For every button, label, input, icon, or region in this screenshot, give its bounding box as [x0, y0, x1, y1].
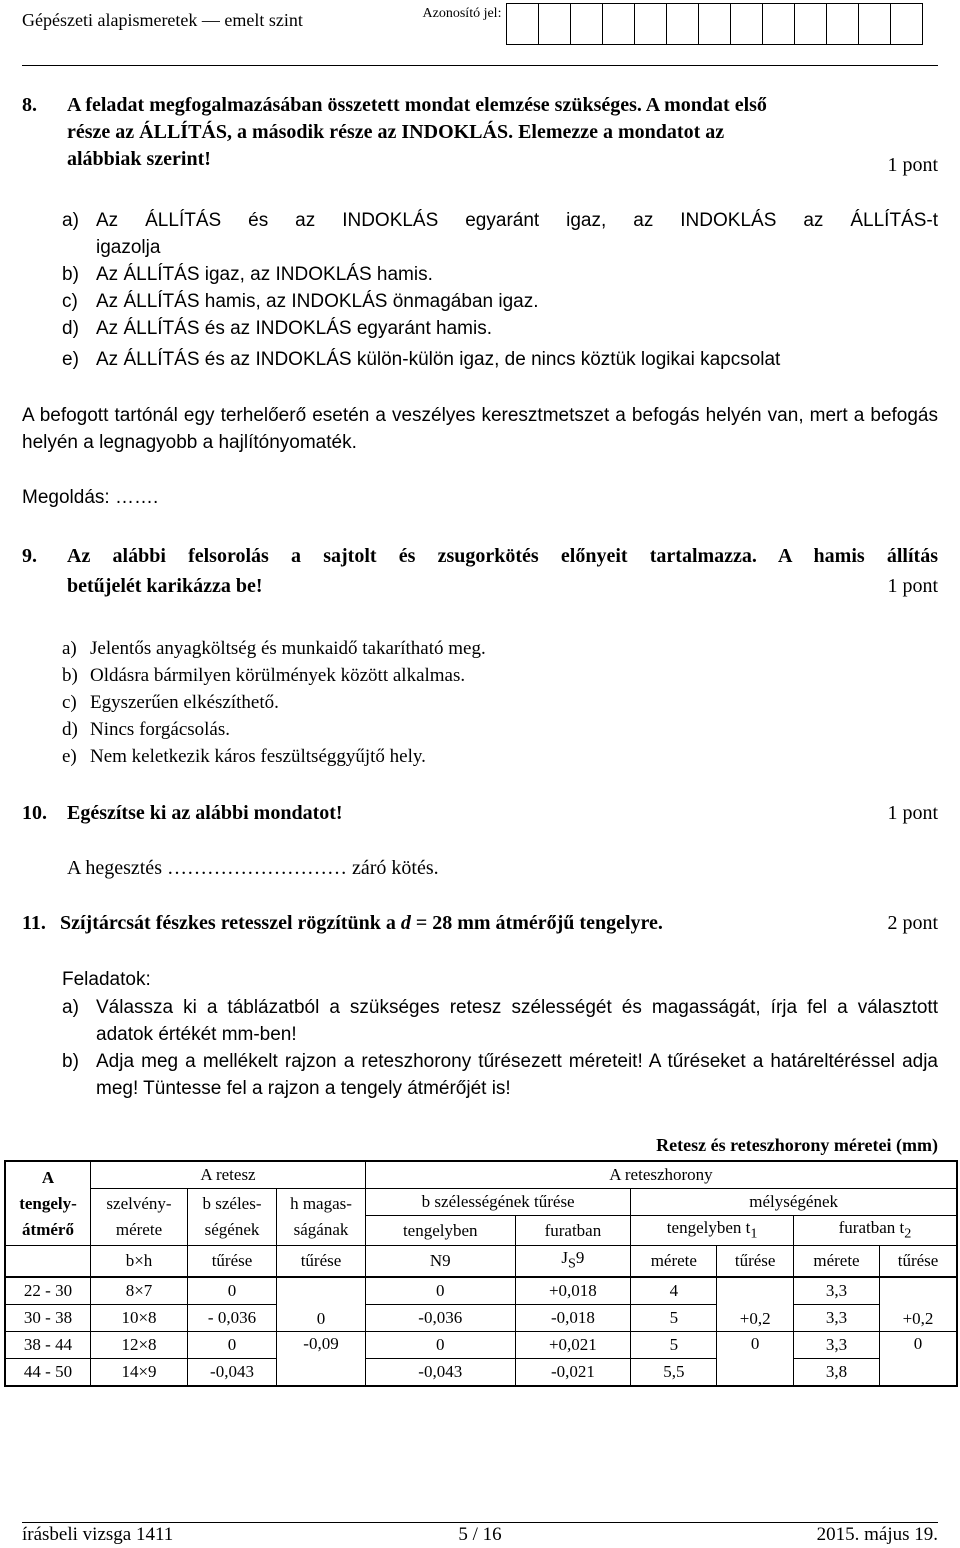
id-box[interactable] [570, 3, 603, 45]
col-size-header-line2: mérete [115, 1220, 163, 1240]
cell-diameter: 38 - 44 [5, 1331, 91, 1358]
q8-title [22, 92, 938, 119]
q11-text-var: d [400, 912, 411, 934]
cell-N9: 0 [366, 1331, 516, 1358]
table-row [5, 1304, 957, 1331]
cell-btol: -0,043 [188, 1358, 277, 1386]
cell-htol-b: -0,09 [277, 1331, 366, 1386]
cell-t2: 3,8 [793, 1358, 879, 1386]
col-width-header [188, 1189, 277, 1246]
group-key-header: A retesz [91, 1161, 366, 1189]
q9-option-c: Egyszerűen elkészíthető. [90, 692, 279, 713]
q8-statement: A befogott tartónál egy terhelőerő esetén a veszélyes keresztmetszet a befogás helyén van, mert a befogás helyén a legnagyobb a hajlítónyomaték. [22, 405, 938, 453]
col-size-header-line1: szelvény- [106, 1194, 172, 1214]
id-box[interactable] [730, 3, 763, 45]
id-label: Azonosító jel: [422, 6, 502, 21]
col-shaft-header: tengelyben [366, 1216, 516, 1246]
col-hub-header: furatban [515, 1216, 631, 1246]
q10-points: 1 pont [887, 802, 938, 824]
table-row [5, 1331, 957, 1358]
col-height-header-line1: h magas- [290, 1194, 352, 1214]
col-t1-tol-header: tűrése [717, 1246, 794, 1277]
group-groove-header: A reteszhorony [366, 1161, 958, 1189]
col-diameter-blank [5, 1246, 91, 1277]
col-diameter-header-line2: tengely- [19, 1193, 77, 1213]
id-box[interactable] [826, 3, 859, 45]
cell-t2: 3,3 [793, 1277, 879, 1305]
q8-option-b: Az ÁLLÍTÁS igaz, az INDOKLÁS hamis. [96, 264, 433, 285]
retesz-table [4, 1160, 958, 1387]
footer-exam: írásbeli vizsga 1411 [22, 1524, 174, 1545]
q9-text1: Az alábbi felsorolás a sajtolt és zsugorkötés előnyeit tartalmazza. A hamis állítás [67, 545, 938, 567]
q8-option-b-letter: b) [62, 264, 79, 285]
q11-tasks-label: Feladatok: [62, 969, 151, 990]
cell-N9: -0,043 [366, 1358, 516, 1386]
q9-number: 9. [22, 545, 37, 567]
cell-t1tol-a: +0,2 [717, 1277, 794, 1332]
id-box[interactable] [794, 3, 827, 45]
id-box[interactable] [506, 3, 539, 45]
q11-text [60, 910, 663, 937]
col-hub-t2-header [793, 1216, 957, 1246]
id-box[interactable] [858, 3, 891, 45]
q8-number: 8. [22, 94, 37, 116]
col-width-header-line1: b széles- [202, 1194, 262, 1214]
header-title: Gépészeti alapismeretek — emelt szint [22, 10, 303, 30]
cell-Js9: -0,018 [515, 1304, 631, 1331]
table-header-row-1 [5, 1161, 957, 1189]
q8-text1: A feladat megfogalmazásában összetett mondat elemzése szükséges. A mondat első [67, 94, 767, 116]
cell-bh: 8×7 [91, 1277, 188, 1305]
footer-divider [22, 1522, 938, 1523]
cell-btol: - 0,036 [188, 1304, 277, 1331]
cell-t2: 3,3 [793, 1304, 879, 1331]
cell-Js9: +0,021 [515, 1331, 631, 1358]
cell-diameter: 44 - 50 [5, 1358, 91, 1386]
q8-solution: Megoldás: ……. [22, 487, 159, 508]
col-bwidth-tol-header: b szélességének tűrése [366, 1189, 631, 1216]
cell-N9: -0,036 [366, 1304, 516, 1331]
col-Js9-sub: S [568, 1255, 576, 1272]
cell-N9: 0 [366, 1277, 516, 1305]
col-shaft-t1-header [631, 1216, 794, 1246]
cell-t2tol-a: +0,2 [880, 1277, 957, 1332]
id-boxes [507, 3, 923, 45]
cell-htol-a: 0 [277, 1277, 366, 1332]
cell-bh: 14×9 [91, 1358, 188, 1386]
q11-text-before: Szíjtárcsát fészkes retesszel rögzítünk a [60, 912, 401, 934]
cell-t1tol-b: 0 [717, 1331, 794, 1386]
header-divider [22, 65, 938, 66]
id-box[interactable] [602, 3, 635, 45]
q8-option-e: Az ÁLLÍTÁS és az INDOKLÁS külön-külön igaz, de nincs köztük logikai kapcsolat [96, 349, 781, 370]
id-box[interactable] [698, 3, 731, 45]
q10-text: Egészítse ki az alábbi mondatot! [67, 802, 343, 824]
cell-btol: 0 [188, 1277, 277, 1305]
footer-date: 2015. május 19. [816, 1524, 938, 1545]
col-shaft-t1-sub: 1 [750, 1225, 758, 1242]
q9-option-d-letter: d) [62, 719, 78, 740]
col-size-header [91, 1189, 188, 1246]
q11-task-b: Adja meg a mellékelt rajzon a reteszhorony tűrésezett méreteit! A tűréseket a határeltéréssel adja meg! Tüntesse fel a rajzon a tengely átmérőjét is! [96, 1051, 938, 1099]
q11-task-a: Válassza ki a táblázatból a szükséges retesz szélességét és magasságát, írja fel a választott adatok értékét mm-ben! [96, 997, 938, 1045]
q8-text2: része az ÁLLÍTÁS, a második része az INDOKLÁS. Elemezze a mondatot az [67, 121, 725, 143]
cell-t1: 5 [631, 1331, 717, 1358]
col-t2-tol-header: tűrése [880, 1246, 957, 1277]
col-depth-header: mélységének [631, 1189, 957, 1216]
q9-option-b: Oldásra bármilyen körülmények között alkalmas. [90, 665, 466, 686]
col-diameter-header-line1: A [41, 1167, 55, 1187]
cell-bh: 10×8 [91, 1304, 188, 1331]
cell-t1: 5 [631, 1304, 717, 1331]
q9-option-e-letter: e) [62, 746, 77, 767]
q8-option-a: Az ÁLLÍTÁS és az INDOKLÁS egyaránt igaz, az INDOKLÁS az ÁLLÍTÁS-t [96, 210, 938, 231]
q8-option-a-cont: igazolja [96, 237, 161, 258]
q9-option-a-letter: a) [62, 638, 77, 659]
col-diameter-header [5, 1161, 91, 1246]
col-height-header-line2: ságának [293, 1220, 349, 1240]
id-box[interactable] [666, 3, 699, 45]
q10-number: 10. [22, 802, 47, 824]
q11-points: 2 pont [887, 912, 938, 934]
q9-option-e: Nem keletkezik káros feszültséggyűjtő hely. [90, 746, 426, 767]
q8-option-e-letter: e) [62, 349, 79, 370]
col-shaft-t1-text: tengelyben t [666, 1218, 751, 1237]
q8-text3: alábbiak szerint! [67, 148, 211, 170]
id-box[interactable] [890, 3, 923, 45]
q11-task-b-letter: b) [62, 1051, 79, 1072]
col-bxh-header: b×h [91, 1246, 188, 1277]
cell-Js9: +0,018 [515, 1277, 631, 1305]
table-header-row-2 [5, 1189, 957, 1216]
q9-option-c-letter: c) [62, 692, 77, 713]
q11-text-after: = 28 mm átmérőjű tengelyre. [410, 912, 663, 934]
col-htol-header: tűrése [277, 1246, 366, 1277]
col-diameter-header-line3: átmérő [22, 1219, 74, 1239]
q9-text2: betűjelét karikázza be! [67, 575, 263, 597]
cell-Js9: -0,021 [515, 1358, 631, 1386]
cell-bh: 12×8 [91, 1331, 188, 1358]
col-N9-header: N9 [366, 1246, 516, 1277]
cell-diameter: 22 - 30 [5, 1277, 91, 1305]
q8-option-d: Az ÁLLÍTÁS és az INDOKLÁS egyaránt hamis. [96, 318, 493, 339]
col-btol-header: tűrése [188, 1246, 277, 1277]
col-width-header-line2: ségének [204, 1220, 260, 1240]
footer-page: 5 / 16 [458, 1524, 502, 1545]
id-box[interactable] [634, 3, 667, 45]
cell-t1: 4 [631, 1277, 717, 1305]
col-hub-t2-text: furatban t [838, 1218, 905, 1237]
q10-sentence: A hegesztés ……………………… záró kötés. [67, 857, 439, 879]
q8-option-d-letter: d) [62, 318, 79, 339]
q8-option-c: Az ÁLLÍTÁS hamis, az INDOKLÁS önmagában igaz. [96, 291, 539, 312]
table-row [5, 1277, 957, 1305]
cell-t2tol-b: 0 [880, 1331, 957, 1386]
table-row [5, 1358, 957, 1386]
q9-points: 1 pont [887, 575, 938, 597]
col-t1-meret-header: mérete [631, 1246, 717, 1277]
q9-option-a: Jelentős anyagköltség és munkaidő takarítható meg. [90, 638, 486, 659]
id-box[interactable] [762, 3, 795, 45]
q8-option-c-letter: c) [62, 291, 78, 312]
col-Js9-header [515, 1246, 631, 1277]
cell-diameter: 30 - 38 [5, 1304, 91, 1331]
table-header-row-4 [5, 1246, 957, 1277]
q9-option-b-letter: b) [62, 665, 78, 686]
q11-number: 11. [22, 912, 46, 934]
col-t2-meret-header: mérete [793, 1246, 879, 1277]
q8-points: 1 pont [887, 154, 938, 176]
table-caption: Retesz és reteszhorony méretei (mm) [656, 1135, 938, 1155]
col-hub-t2-sub: 2 [904, 1225, 912, 1242]
q8-option-a-letter: a) [62, 210, 79, 231]
cell-t2: 3,3 [793, 1331, 879, 1358]
col-Js9-end: 9 [575, 1248, 585, 1268]
cell-t1: 5,5 [631, 1358, 717, 1386]
col-height-header [277, 1189, 366, 1246]
cell-btol: 0 [188, 1331, 277, 1358]
q11-task-a-letter: a) [62, 997, 79, 1018]
q9-option-d: Nincs forgácsolás. [90, 719, 231, 740]
col-Js9-text: J [561, 1248, 569, 1268]
id-box[interactable] [538, 3, 571, 45]
